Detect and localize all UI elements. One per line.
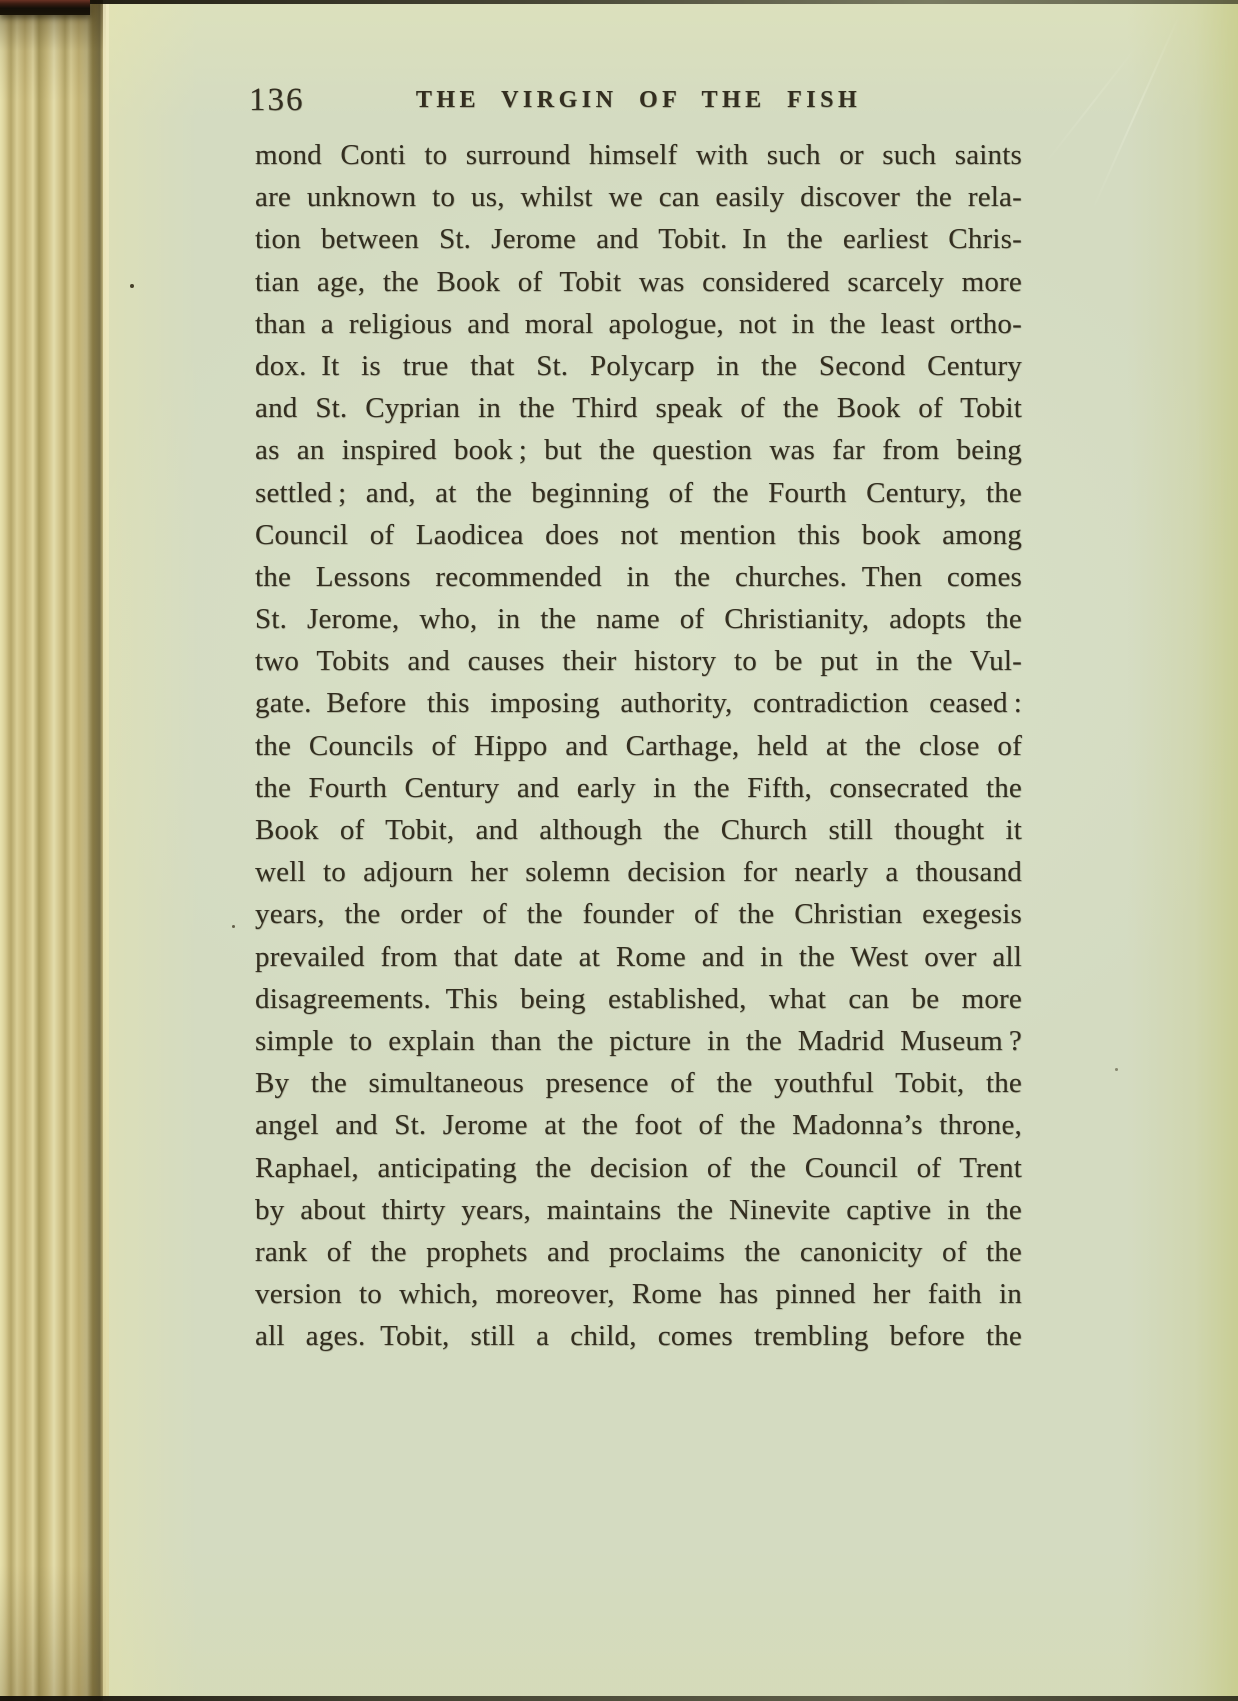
fore-edge-highlight (103, 0, 109, 1701)
text-line: simple to explain than the picture in the Madrid Museum ? (255, 1024, 1022, 1057)
text-line: rank of the prophets and proclaims the canonicity of the (255, 1235, 1022, 1268)
text-line: By the simultaneous presence of the youthful Tobit, the (255, 1067, 1022, 1100)
scan-bottom-border (0, 1696, 1238, 1701)
text-line: Raphael, anticipating the decision of the Council of Trent (255, 1151, 1022, 1184)
scan-corner-shadow (0, 0, 90, 15)
text-line: two Tobits and causes their history to be put in the Vul- (255, 645, 1022, 678)
text-line: St. Jerome, who, in the name of Christianity, adopts the (255, 603, 1022, 636)
text-line: the Fourth Century and early in the Fifth, consecrated the (255, 771, 1022, 804)
text-line: settled ; and, at the beginning of the Fourth Century, the (255, 476, 1022, 509)
book-fore-edge-pages (0, 0, 106, 1701)
page-number: 136 (249, 82, 305, 118)
text-line: tian age, the Book of Tobit was considered scarcely more (255, 265, 1022, 298)
running-title: THE VIRGIN OF THE FISH (415, 87, 862, 113)
text-line: version to which, moreover, Rome has pinned her faith in (255, 1278, 1022, 1311)
text-line: tion between St. Jerome and Tobit. In the earliest Chris- (255, 223, 1022, 256)
paper-speck (130, 284, 134, 288)
paper-crease (1091, 14, 1180, 211)
text-line: and St. Cyprian in the Third speak of the Book of Tobit (255, 392, 1022, 425)
text-line: by about thirty years, maintains the Ninevite captive in the (255, 1193, 1022, 1226)
body-text-block (255, 134, 1022, 1357)
paper-speck (232, 925, 235, 928)
text-line: than a religious and moral apologue, not in the least ortho- (255, 307, 1022, 340)
text-line: well to adjourn her solemn decision for nearly a thousand (255, 856, 1022, 889)
text-line: mond Conti to surround himself with such or such saints (255, 139, 1022, 171)
text-line: the Councils of Hippo and Carthage, held at the close of (255, 729, 1022, 762)
text-line: the Lessons recommended in the churches. Then comes (255, 560, 1022, 593)
text-line: gate. Before this imposing authority, contradiction ceased : (255, 687, 1022, 720)
text-line: all ages. Tobit, still a child, comes trembling before the (255, 1320, 1022, 1353)
text-line: Book of Tobit, and although the Church still thought it (255, 814, 1022, 846)
scan-top-border (0, 0, 1238, 4)
page-header (249, 82, 1022, 120)
text-line: are unknown to us, whilst we can easily discover the rela- (255, 181, 1022, 214)
text-line: dox. It is true that St. Polycarp in the Second Century (255, 349, 1022, 382)
text-line: as an inspired book ; but the question was far from being (255, 434, 1022, 467)
text-line: prevailed from that date at Rome and in the West over all (255, 940, 1022, 973)
text-line: Council of Laodicea does not mention this book among (255, 518, 1022, 551)
paper-crease (1044, 45, 1138, 164)
text-line: angel and St. Jerome at the foot of the Madonna’s throne, (255, 1109, 1022, 1142)
text-line: years, the order of the founder of the Christian exegesis (255, 898, 1022, 931)
page-content (249, 82, 1022, 1353)
text-line: disagreements. This being established, what can be more (255, 982, 1022, 1015)
paper-speck (1115, 1068, 1118, 1071)
